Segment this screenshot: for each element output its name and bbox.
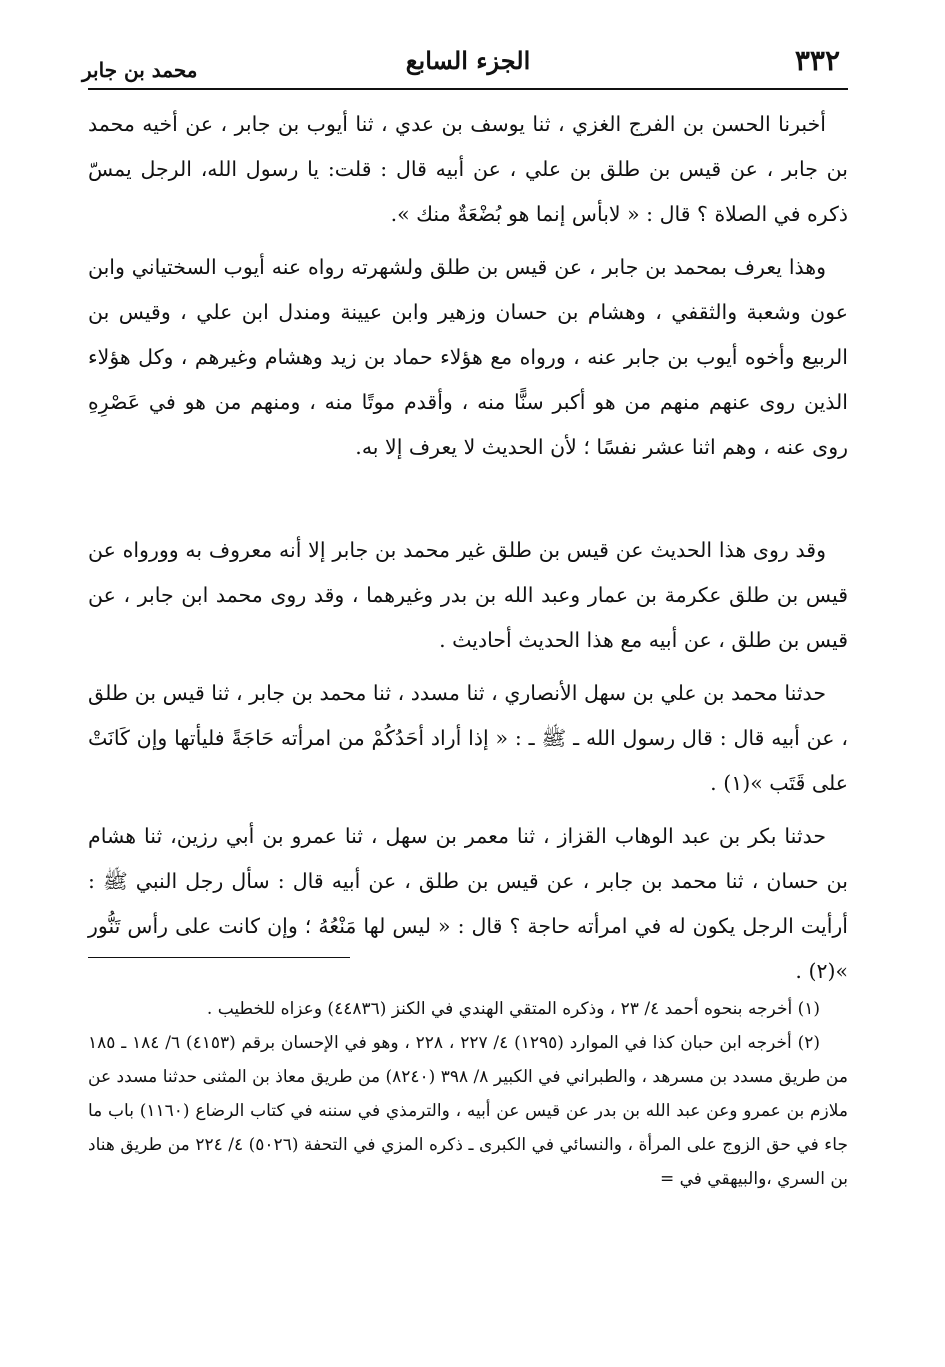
paragraph: حدثنا محمد بن علي بن سهل الأنصاري ، ثنا مسدد ، ثنا محمد بن جابر ، ثنا قيس بن طلق ، عن أبيه قال : قال رسول الله ـ ﷺ ـ : « إذا أراد أحَدُكُمْ من امرأته حَاجَةً فليأتها وإن كَانَتْ على قَتَب »(١) . [88, 681, 848, 795]
main-text [88, 102, 848, 994]
footnote: (٢) أخرجه ابن حبان كذا في الموارد (١٢٩٥) ٤/ ٢٢٧ ، ٢٢٨ ، وهو في الإحسان برقم (٤١٥٣) ٦/ ١٨٤ ـ ١٨٥ من طريق مسدد بن مسرهد ، والطبراني في الكبير ٨/ ٣٩٨ (٨٢٤٠) من طريق معاذ بن المثنى حدثنا مسدد عن ملازم بن عمرو وعن عبد الله بن بدر عن قيس عن أبيه ، والترمذي في سننه في كتاب الرضاع (١١٦٠) باب ما جاء في حق الزوج على المرأة ، والنسائي في الكبرى ـ ذكره المزي في التحفة (٥٠٢٦) ٤/ ٢٢٤ من طريق هناد بن السري ،والبيهقي في = [88, 1033, 848, 1189]
paragraph: حدثنا بكر بن عبد الوهاب القزاز ، ثنا معمر بن سهل ، ثنا عمرو بن أبي رزين، ثنا هشام بن حسان ، ثنا محمد بن جابر ، عن قيس بن طلق ، عن أبيه قال : سأل رجل النبي ﷺ : أرأيت الرجل يكون له في امرأته حاجة ؟ قال : « ليس لها مَنْعُهُ ؛ وإن كانت على رأس تَنُّور »(٢) . [88, 824, 848, 983]
entry-name: محمد بن جابر [82, 58, 198, 82]
book-page [82, 42, 848, 1189]
page-header [82, 42, 848, 86]
header-divider [88, 88, 848, 90]
paragraph: وقد روى هذا الحديث عن قيس بن طلق غير محمد بن جابر إلا أنه معروف به وورواه عن قيس بن طلق عكرمة بن عمار وعبد الله بن بدر وغيرهما ، وقد روى محمد ابن جابر ، عن قيس بن طلق ، عن أبيه مع هذا الحديث أحاديث . [88, 538, 848, 652]
footnote-divider [88, 957, 350, 958]
part-title: الجزء السابع [405, 46, 531, 75]
page-number: ٣٣٢ [794, 44, 840, 77]
footnote: (١) أخرجه بنحوه أحمد ٤/ ٢٣ ، وذكره المتقي الهندي في الكنز (٤٤٨٣٦) وعزاه للخطيب . [206, 999, 820, 1019]
footnotes [88, 992, 848, 1196]
paragraph: وهذا يعرف بمحمد بن جابر ، عن قيس بن طلق ولشهرته رواه عنه أيوب السختياني وابن عون وشعبة والثقفي ، وهشام بن حسان وزهير وابن عيينة ومندل ابن علي ، وقيس بن الربيع وأخوه أيوب بن جابر عنه ، ورواه مع هؤلاء حماد بن زيد وهشام وغيرهم ، وكل هؤلاء الذين روى عنهم منهم من هو أكبر سنًّا منه ، وأقدم موتًا منه ، ومنهم من هو في عَصْرِهِ روى عنه ، وهم اثنا عشر نفسًا ؛ لأن الحديث لا يعرف إلا به. [88, 255, 848, 459]
paragraph: أخبرنا الحسن بن الفرج الغزي ، ثنا يوسف بن عدي ، ثنا أيوب بن جابر ، عن أخيه محمد بن جابر ، عن قيس بن طلق بن علي ، عن أبيه قال : قلت: يا رسول الله، الرجل يمسّ ذكره في الصلاة ؟ قال : « لابأس إنما هو بُضْعَةٌ منك ». [88, 112, 848, 226]
